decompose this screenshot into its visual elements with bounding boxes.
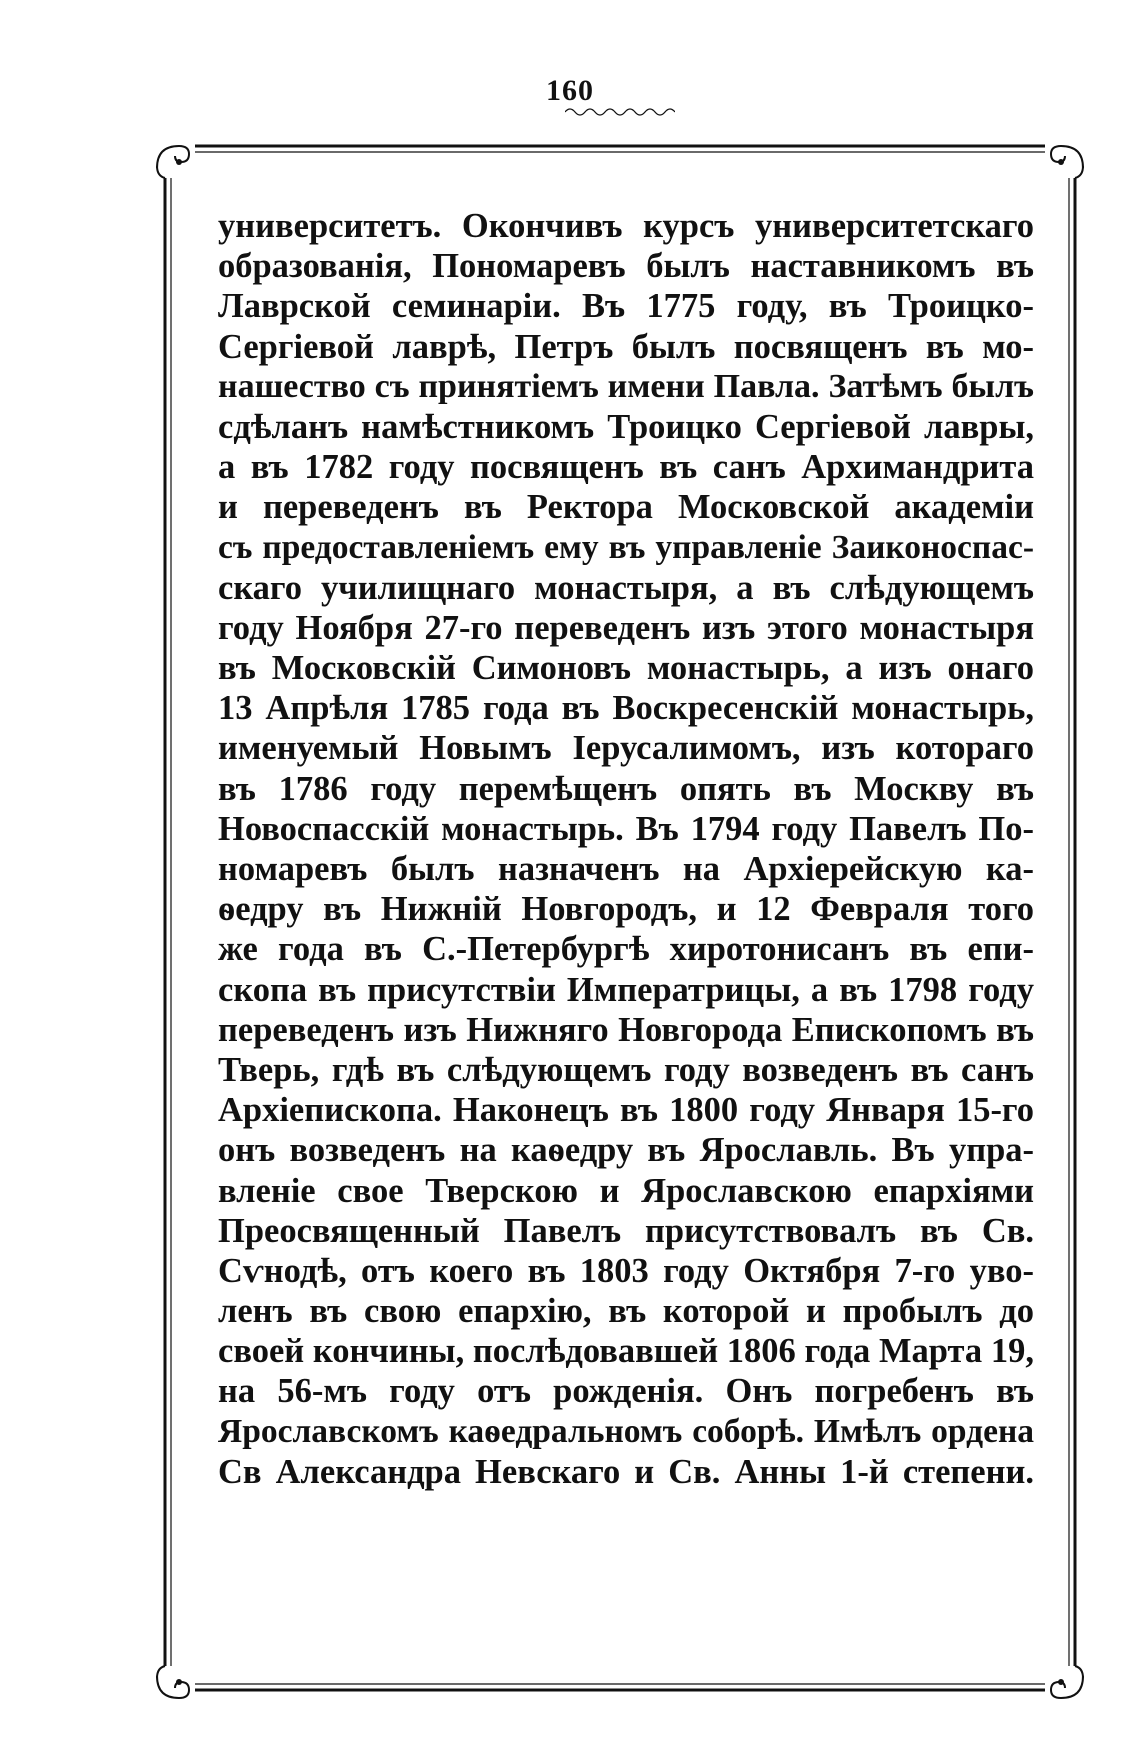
text-line: вленіе свое Тверскою и Ярославскою епархіями [218, 1171, 1034, 1210]
text-line: образованія, Пономаревъ былъ наставникомъ въ [218, 247, 1034, 286]
text-line: ѳедру въ Нижній Новгородъ, и 12 Февраля того [218, 890, 1034, 929]
text-line: своей кончины, послѣдовавшей 1806 года Марта 19, [218, 1332, 1034, 1371]
text-line: Новоспасскій монастырь. Въ 1794 году Павелъ По- [218, 809, 1034, 848]
text-line: а въ 1782 году посвященъ въ санъ Архимандрита [218, 448, 1034, 487]
text-line: Тверь, гдѣ въ слѣдующемъ году возведенъ въ санъ [218, 1050, 1034, 1089]
text-line: Преосвященный Павелъ присутствовалъ въ Св. [218, 1211, 1034, 1250]
text-line: ленъ въ свою епархію, въ которой и пробылъ до [218, 1292, 1034, 1331]
page-number: 160 [546, 74, 594, 107]
text-line: скопа въ присутствіи Императрицы, а въ 1798 году [218, 970, 1034, 1009]
text-line: въ Московскій Симоновъ монастырь, а изъ онаго [218, 649, 1034, 688]
text-line: же года въ С.-Петербургѣ хиротонисанъ въ епи- [218, 930, 1034, 969]
text-line: Ярославскомъ каѳедральномъ соборѣ. Имѣлъ ордена [218, 1412, 1034, 1450]
text-line: Архіепископа. Наконецъ въ 1800 году Января 15-го [218, 1091, 1034, 1130]
text-line: въ 1786 году перемѣщенъ опять въ Москву въ [218, 769, 1034, 808]
text-line: Сѵнодѣ, отъ коего въ 1803 году Октября 7-го уво- [218, 1251, 1034, 1290]
text-line: году Ноября 27-го переведенъ изъ этого монастыря [218, 608, 1034, 647]
text-line: нашество съ принятіемъ имени Павла. Затѣмъ былъ [218, 367, 1034, 405]
text-line: номаревъ былъ назначенъ на Архіерейскую ка- [218, 850, 1034, 888]
text-line: на 56-мъ году отъ рожденія. Онъ погребенъ въ [218, 1372, 1034, 1411]
text-line: именуемый Новымъ Іерусалимомъ, изъ котораго [218, 729, 1034, 768]
text-line: университетъ. Окончивъ курсъ университетскаго [218, 207, 1034, 245]
text-line: Сергіевой лаврѣ, Петръ былъ посвященъ въ мо- [218, 327, 1034, 366]
body-text [218, 206, 1034, 1492]
text-line: Лаврской семинаріи. Въ 1775 году, въ Троицко- [218, 287, 1034, 326]
text-line: сдѣланъ намѣстникомъ Троицко Сергіевой лавры, [218, 407, 1034, 446]
text-line: Св Александра Невскаго и Св. Анны 1-й степени. [218, 1452, 1034, 1491]
text-line: скаго училищнаго монастыря, а въ слѣдующемъ [218, 568, 1034, 607]
text-line: и переведенъ въ Ректора Московской академіи [218, 488, 1034, 527]
text-line: 13 Апрѣля 1785 года въ Воскресенскій монастырь, [218, 689, 1034, 728]
text-line: онъ возведенъ на каѳедру въ Ярославль. Въ упра- [218, 1131, 1034, 1170]
text-line: переведенъ изъ Нижняго Новгорода Епископомъ въ [218, 1010, 1034, 1049]
text-line: съ предоставленіемъ ему въ управленіе Заиконоспас- [218, 528, 1034, 566]
wavy-ornament-icon [565, 106, 675, 118]
